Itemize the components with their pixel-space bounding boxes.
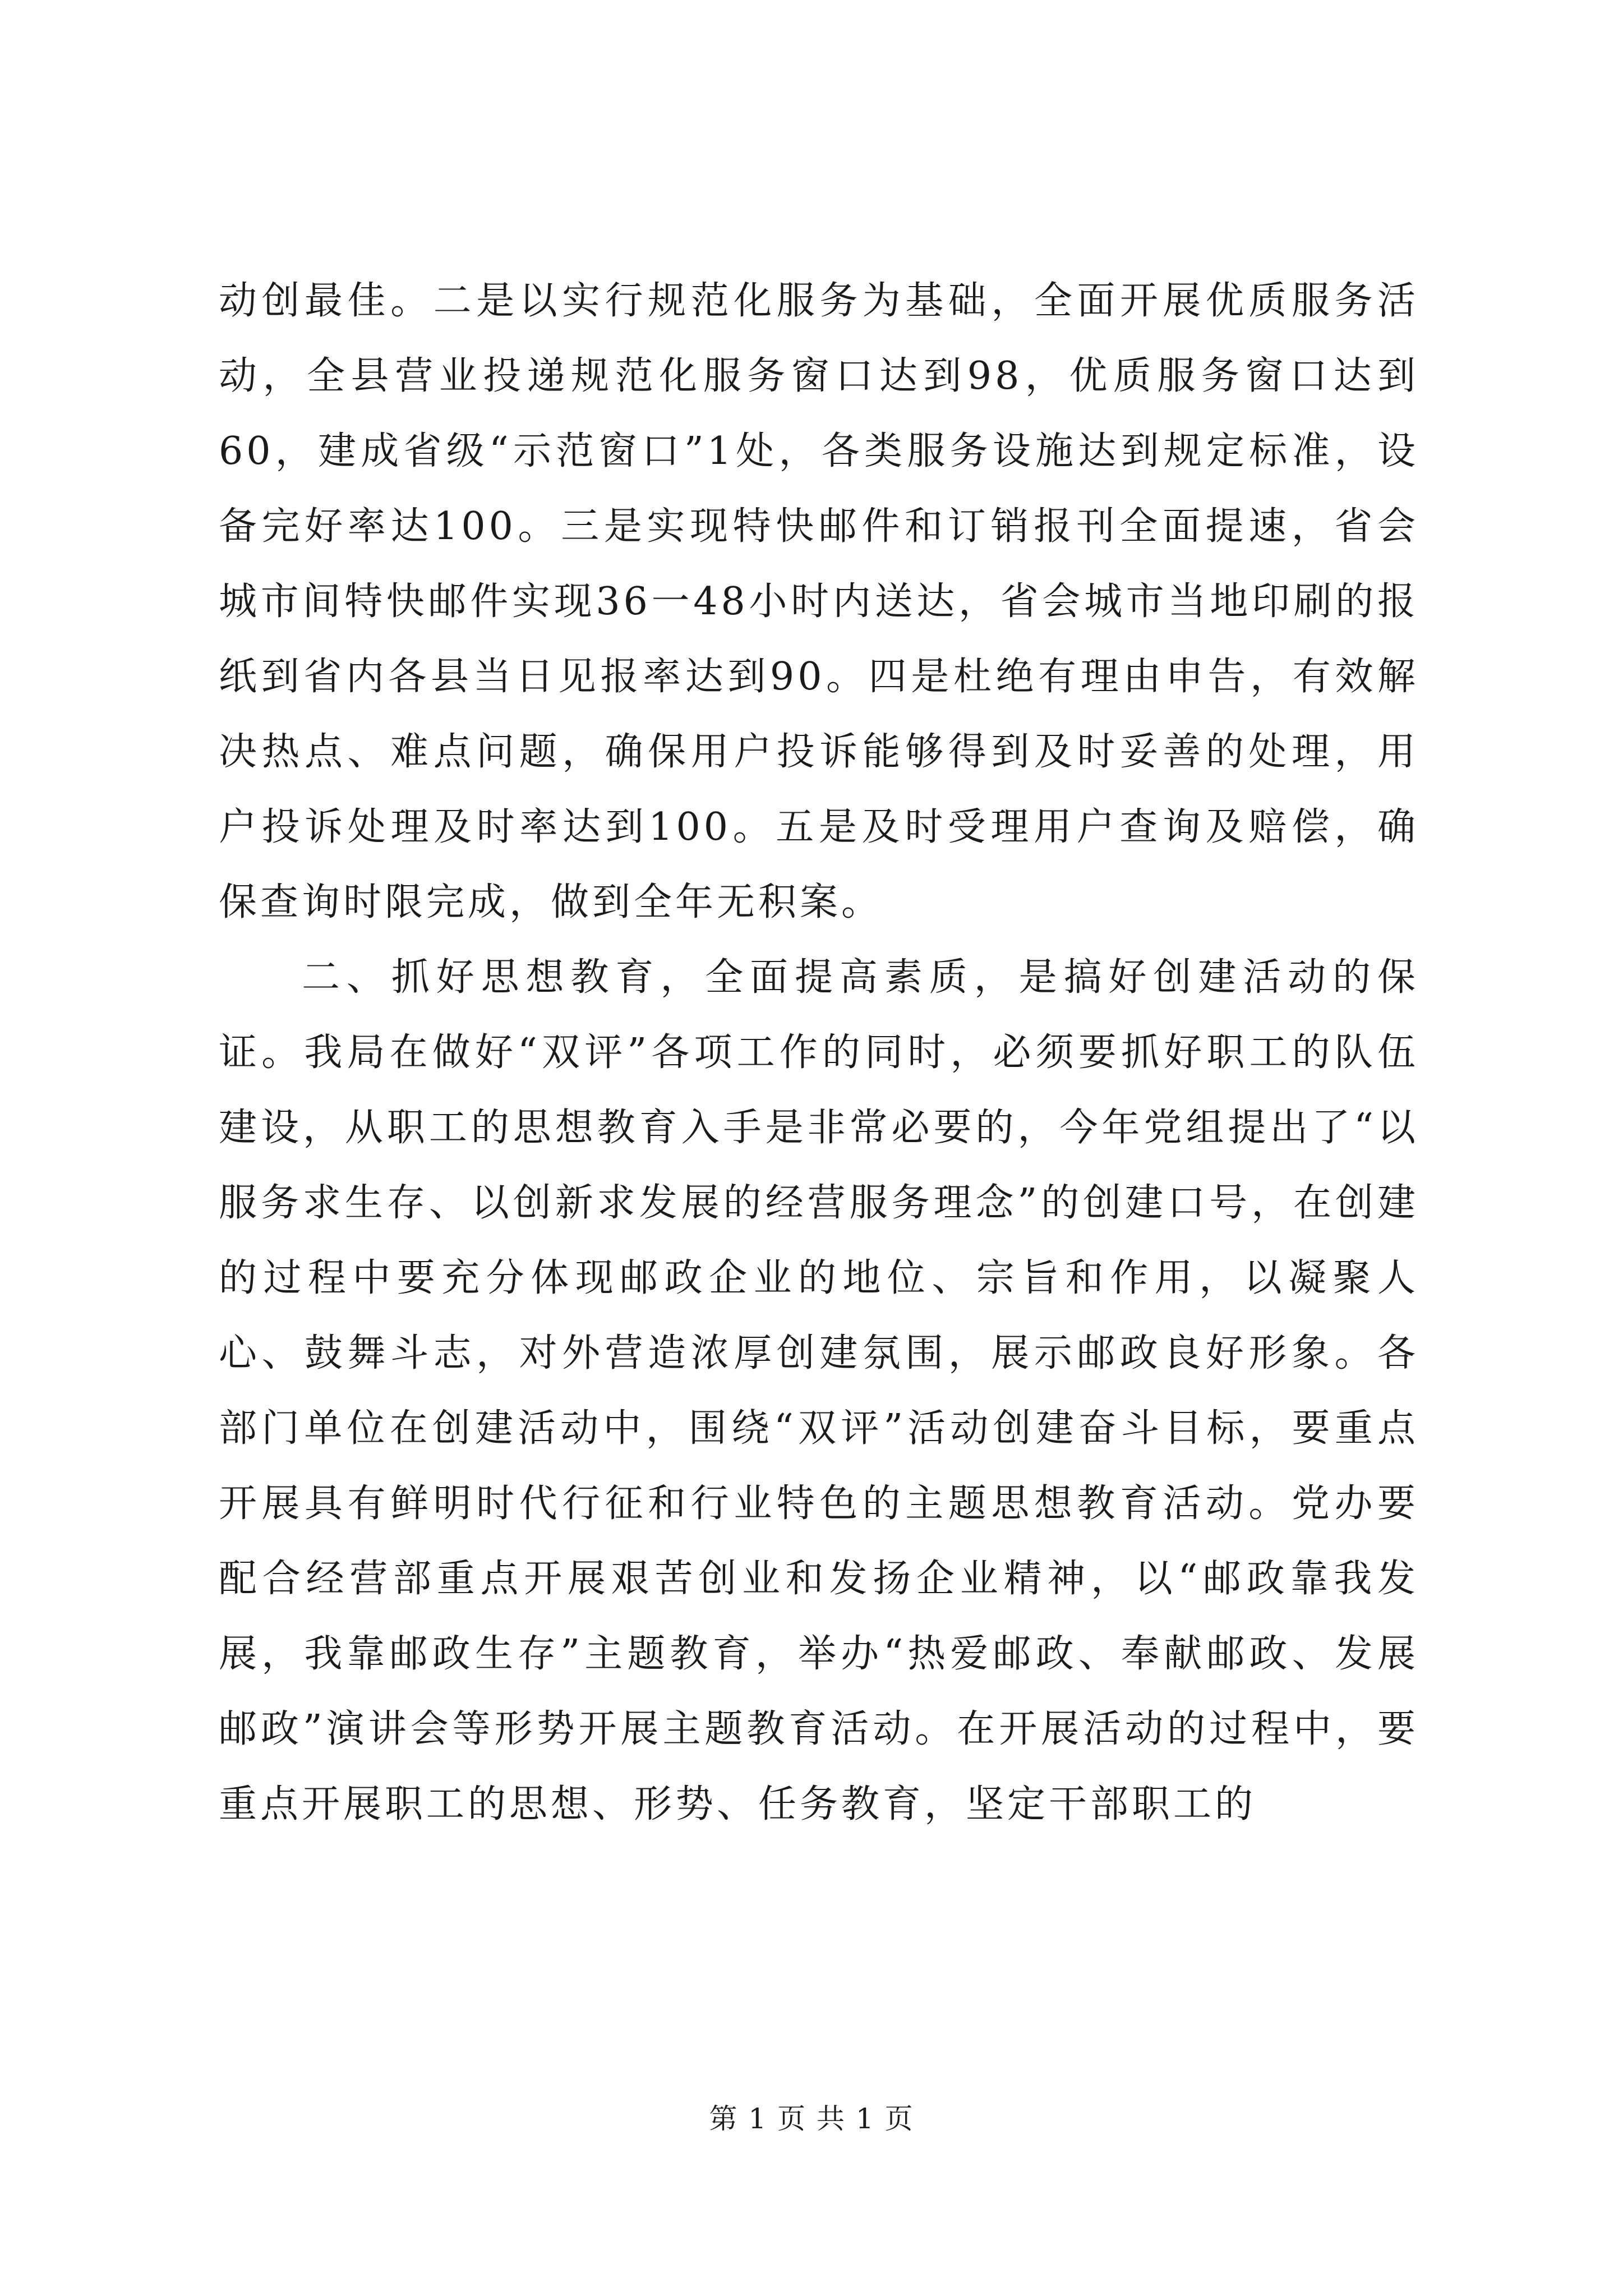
- paragraph-1: 动创最佳。二是以实行规范化服务为基础，全面开展优质服务活动，全县营业投递规范化服务窗口达到98，优质服务窗口达到60，建成省级“示范窗口”1处，各类服务设施达到规定标准，设备完好率达100。三是实现特快邮件和订销报刊全面提速，省会城市间特快邮件实现36一48小时内送达，省会城市当地印刷的报纸到省内各县当日见报率达到90。四是杜绝有理由申告，有效解决热点、难点问题，确保用户投诉能够得到及时妥善的处理，用户投诉处理及时率达到100。五是及时受理用户查询及赔偿，确保查询时限完成，做到全年无积案。: [219, 279, 1419, 924]
- document-body: [219, 264, 1419, 1842]
- page-footer: 第 1 页 共 1 页: [709, 2102, 914, 2135]
- paragraph-2: 二、抓好思想教育，全面提高素质，是搞好创建活动的保证。我局在做好“双评”各项工作的同时，必须要抓好职工的队伍建设，从职工的思想教育入手是非常必要的，今年党组提出了“以服务求生存、以创新求发展的经营服务理念”的创建口号，在创建的过程中要充分体现邮政企业的地位、宗旨和作用，以凝聚人心、鼓舞斗志，对外营造浓厚创建氛围，展示邮政良好形象。各部门单位在创建活动中，围绕“双评”活动创建奋斗目标，要重点开展具有鲜明时代行征和行业特色的主题思想教育活动。党办要配合经营部重点开展艰苦创业和发扬企业精神，以“邮政靠我发展，我靠邮政生存”主题教育，举办“热爱邮政、奉献邮政、发展邮政”演讲会等形势开展主题教育活动。在开展活动的过程中，要重点开展职工的思想、形势、任务教育，坚定干部职工的: [219, 955, 1419, 1826]
